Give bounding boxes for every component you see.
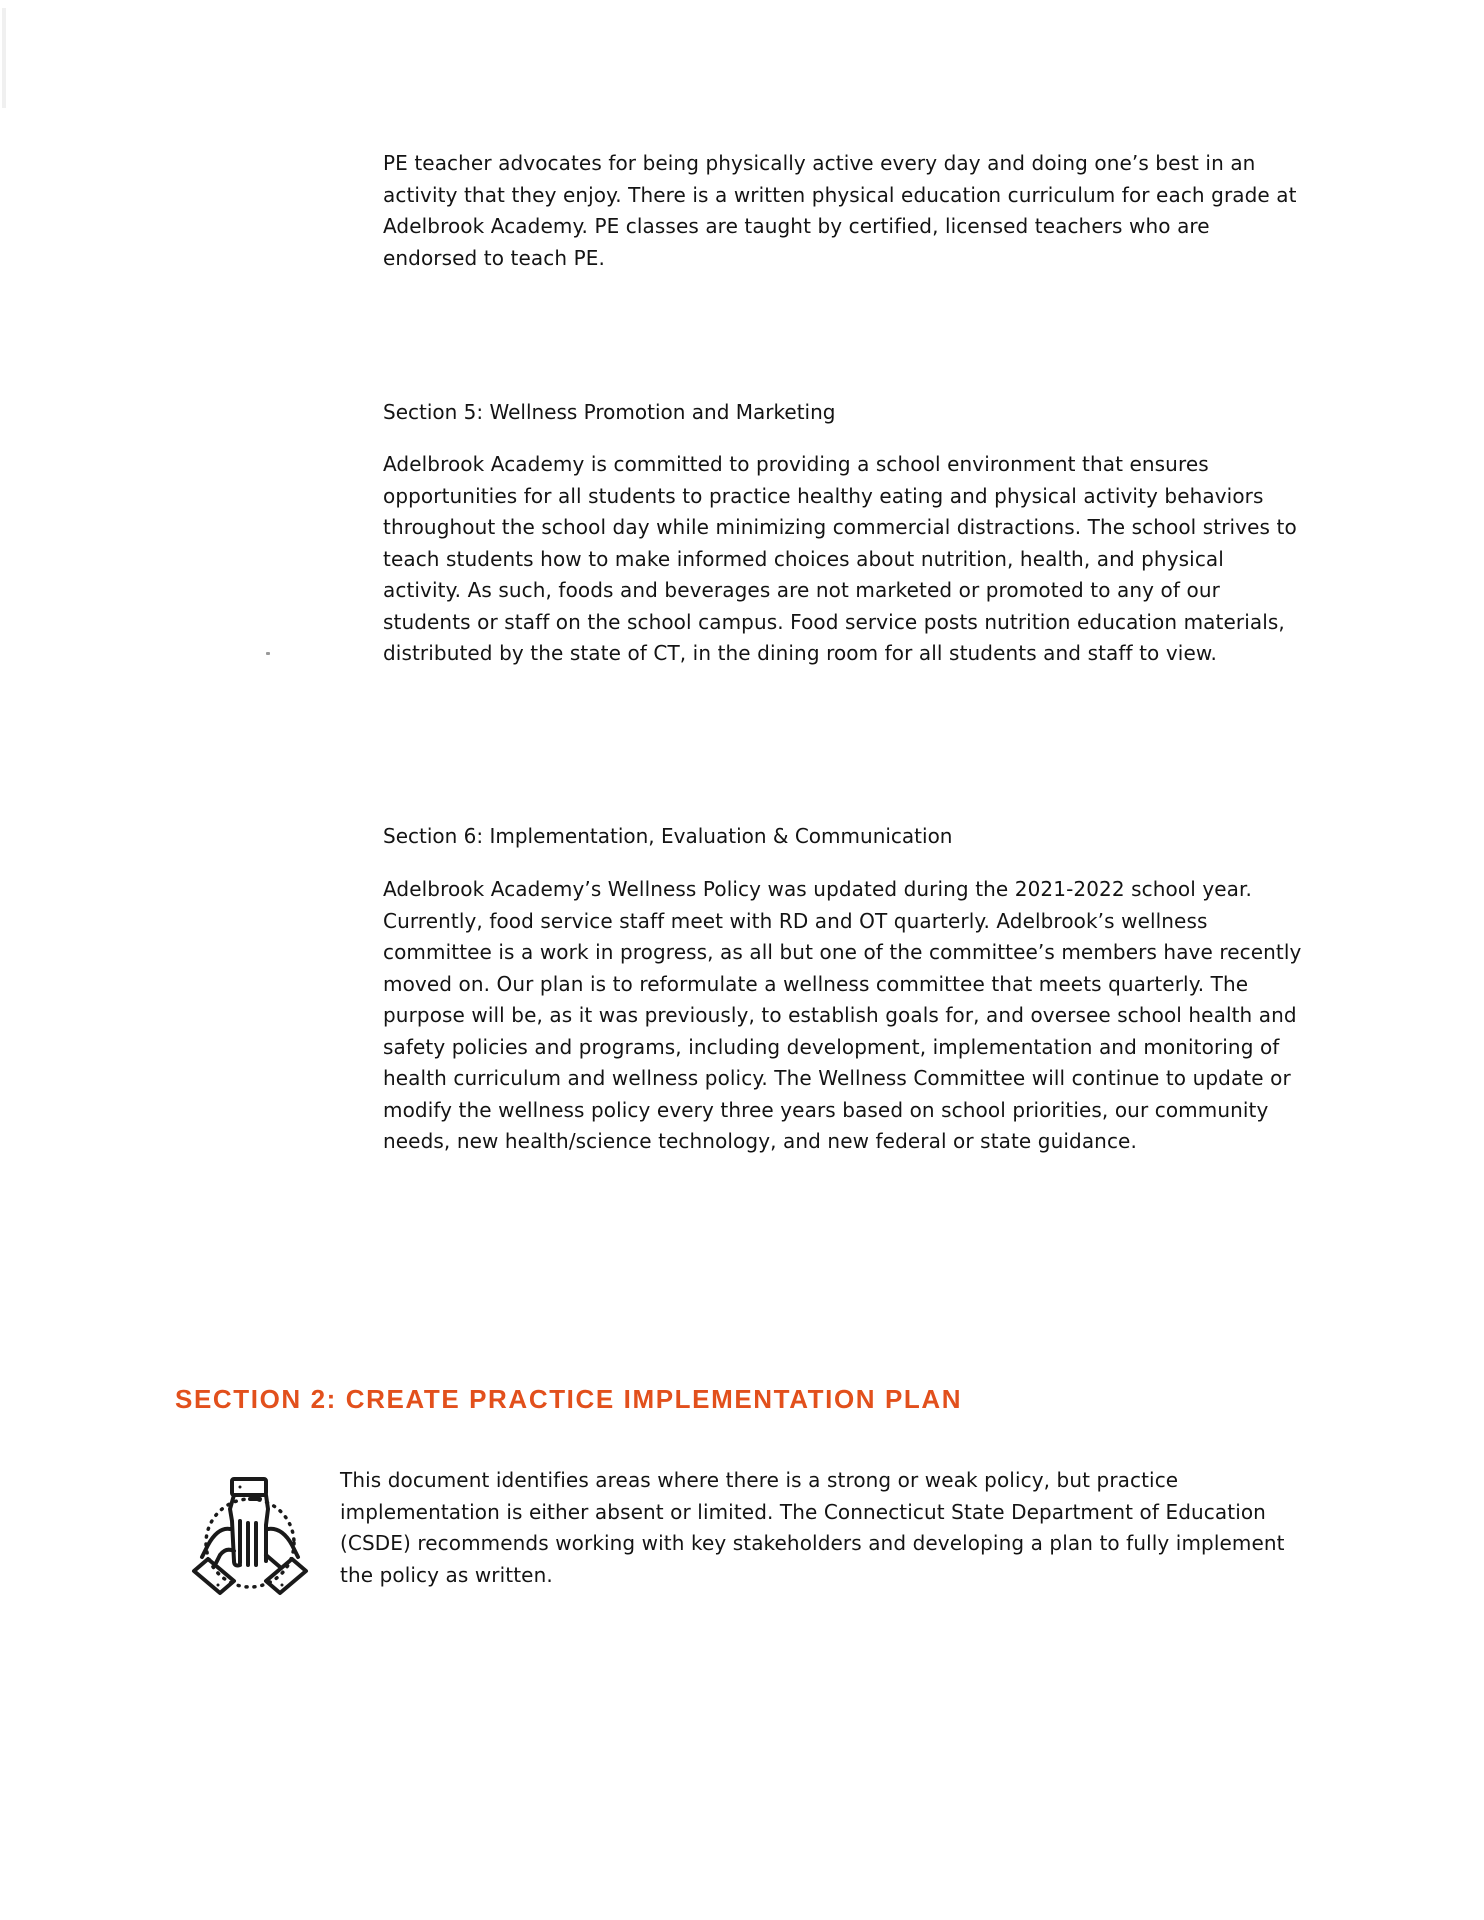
plan-section-title: SECTION 2: CREATE PRACTICE IMPLEMENTATION PLAN bbox=[175, 1384, 963, 1414]
section5-heading: Section 5: Wellness Promotion and Marketing bbox=[383, 400, 836, 424]
section5-body-block bbox=[383, 449, 1303, 670]
scan-edge-mark bbox=[2, 8, 6, 108]
pe-paragraph-block bbox=[383, 148, 1303, 274]
scan-speck bbox=[266, 652, 270, 655]
plan-section-body-block bbox=[340, 1465, 1300, 1591]
pe-paragraph: PE teacher advocates for being physically active every day and doing one’s best in an activity that they enjoy. There is a written physical education curriculum for each grade at Adelbrook Academy. PE classes are taught by certified, licensed teachers who are endorsed to teach PE. bbox=[383, 151, 1297, 270]
plan-section-body: This document identifies areas where there is a strong or weak policy, but practice implementation is either absent or limited. The Connecticut State Department of Education (CSDE) recommends working with key stakeholders and developing a plan to fully implement the policy as written. bbox=[340, 1468, 1285, 1587]
teamwork-hands-icon bbox=[190, 1475, 310, 1600]
section6-body: Adelbrook Academy’s Wellness Policy was updated during the 2021-2022 school year. Currently, food service staff meet with RD and OT quarterly. Adelbrook’s wellness committee is a work in progress, as all but one of the committee’s members have recently moved on. Our plan is to reformulate a wellness committee that meets quarterly. The purpose will be, as it was previously, to establish goals for, and oversee school health and safety policies and programs, including development, implementation and monitoring of health curriculum and wellness policy. The Wellness Committee will continue to update or modify the wellness policy every three years based on school priorities, our community needs, new health/science technology, and new federal or state guidance. bbox=[383, 877, 1302, 1153]
section6-heading-block bbox=[383, 822, 1303, 850]
section5-heading-block bbox=[383, 398, 1303, 426]
section6-heading: Section 6: Implementation, Evaluation & Communication bbox=[383, 824, 953, 848]
section6-body-block bbox=[383, 874, 1303, 1158]
section5-body: Adelbrook Academy is committed to providing a school environment that ensures opportunities for all students to practice healthy eating and physical activity behaviors throughout the school day while minimizing commercial distractions. The school strives to teach students how to make informed choices about nutrition, health, and physical activity. As such, foods and beverages are not marketed or promoted to any of our students or staff on the school campus. Food service posts nutrition education materials, distributed by the state of CT, in the dining room for all students and staff to view. bbox=[383, 452, 1297, 665]
